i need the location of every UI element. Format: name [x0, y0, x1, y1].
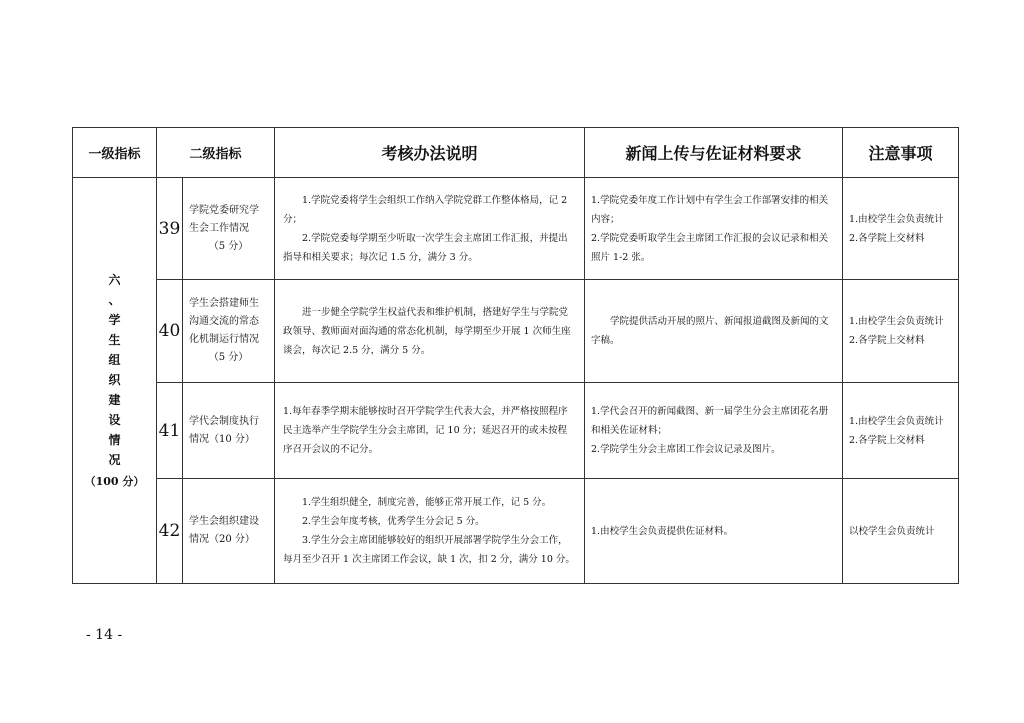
category-score: （100 分） — [84, 474, 145, 488]
material-requirements: 1.由校学生会负责提供佐证材料。 — [585, 479, 843, 584]
header-materials: 新闻上传与佐证材料要求 — [585, 128, 843, 178]
material-requirements: 1.学代会召开的新闻截图、新一届学生分会主席团花名册和相关佐证材料； 2.学院学生分会主席团工作会议记录及图片。 — [585, 383, 843, 479]
row-number: 39 — [157, 178, 183, 280]
indicator-name: 学院党委研究学生会工作情况 （5 分） — [183, 178, 275, 280]
header-method: 考核办法说明 — [275, 128, 585, 178]
assessment-table — [72, 127, 959, 584]
header-notes: 注意事项 — [843, 128, 959, 178]
table-row — [73, 383, 959, 479]
indicator-name: 学生会搭建师生沟通交流的常态化机制运行情况 （5 分） — [183, 280, 275, 383]
material-requirements: 1.学院党委年度工作计划中有学生会工作部署安排的相关内容； 2.学院党委听取学生会主席团工作汇报的会议记录和相关照片 1-2 张。 — [585, 178, 843, 280]
notes: 1.由校学生会负责统计 2.各学院上交材料 — [843, 383, 959, 479]
header-row — [73, 128, 959, 178]
method-description: 进一步健全学院学生权益代表和维护机制，搭建好学生与学院党政领导、教师面对面沟通的常态化机制，每学期至少开展 1 次师生座谈会，每次记 2.5 分，满分 5 分。 — [275, 280, 585, 383]
page-number: - 14 - — [86, 627, 123, 643]
method-description: 1.学生组织健全，制度完善，能够正常开展工作，记 5 分。 2.学生会年度考核，优秀学生分会记 5 分。 3.学生分会主席团能够较好的组织开展部署学院学生分会工作，每月至少召开 1 次主席团工作会议，缺 1 次，扣 2 分，满分 10 分。 — [275, 479, 585, 584]
table-row — [73, 178, 959, 280]
category-cell — [73, 178, 157, 584]
indicator-name: 学代会制度执行情况（10 分） — [183, 383, 275, 479]
row-number: 40 — [157, 280, 183, 383]
header-level1: 一级指标 — [73, 128, 157, 178]
table-row — [73, 479, 959, 584]
notes: 1.由校学生会负责统计 2.各学院上交材料 — [843, 178, 959, 280]
category-title: 六 、 学 生 组 织 建 设 情 况 — [108, 272, 121, 467]
row-number: 41 — [157, 383, 183, 479]
notes: 1.由校学生会负责统计 2.各学院上交材料 — [843, 280, 959, 383]
notes: 以校学生会负责统计 — [843, 479, 959, 584]
method-description: 1.每年春季学期末能够按时召开学院学生代表大会，并严格按照程序民主选举产生学院学生分会主席团，记 10 分；延迟召开的或未按程序召开会议的不记分。 — [275, 383, 585, 479]
table-row — [73, 280, 959, 383]
material-requirements: 学院提供活动开展的照片、新闻报道截图及新闻的文字稿。 — [585, 280, 843, 383]
header-level2: 二级指标 — [157, 128, 275, 178]
indicator-name: 学生会组织建设情况（20 分） — [183, 479, 275, 584]
row-number: 42 — [157, 479, 183, 584]
method-description: 1.学院党委将学生会组织工作纳入学院党群工作整体格局，记 2 分； 2.学院党委每学期至少听取一次学生会主席团工作汇报，并提出指导和相关要求；每次记 1.5 分，满分 3 分。 — [275, 178, 585, 280]
